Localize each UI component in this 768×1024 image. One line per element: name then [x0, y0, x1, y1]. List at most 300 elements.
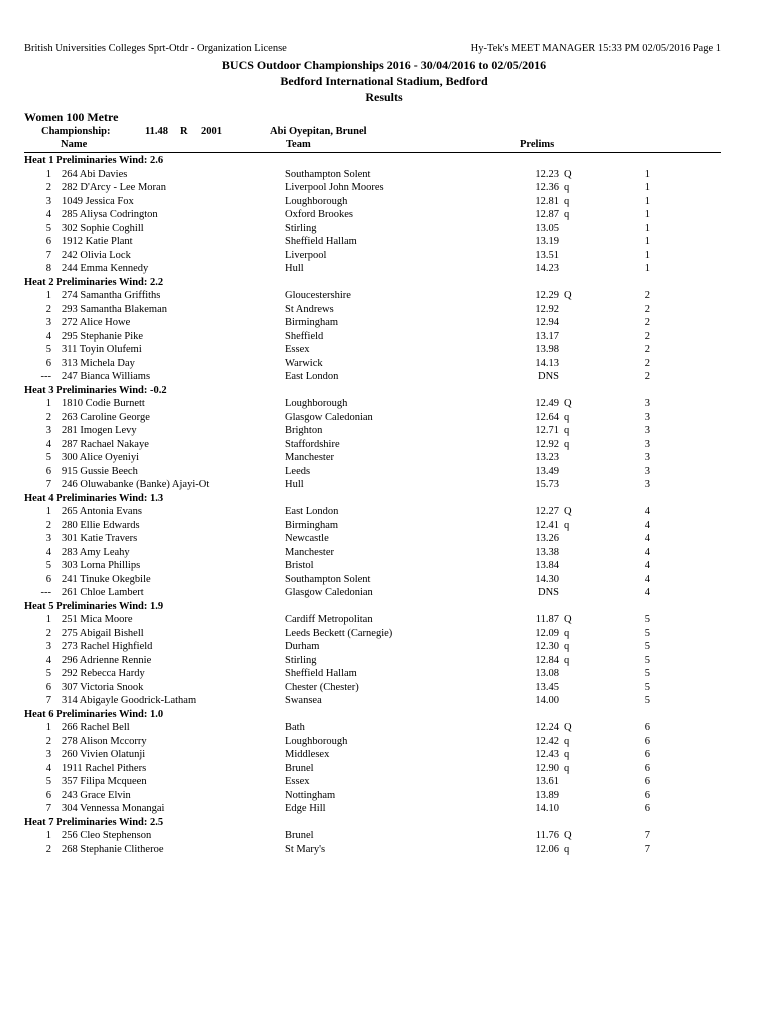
athlete-name: 915 Gussie Beech — [62, 465, 138, 477]
team-name: Swansea — [285, 695, 322, 706]
athlete-name: 301 Katie Travers — [62, 533, 138, 544]
qualifier-mark: q — [564, 438, 570, 450]
prelim-time: 12.43 — [535, 749, 559, 760]
heat-number: 2 — [644, 371, 650, 382]
prelim-time: 13.98 — [535, 344, 559, 355]
place: 4 — [45, 438, 51, 450]
prelim-time: 14.30 — [535, 573, 559, 585]
prelim-time: 12.81 — [535, 195, 559, 207]
result-row — [0, 249, 768, 263]
heat-number: 1 — [644, 195, 650, 207]
report-header-line — [24, 43, 721, 56]
place: 5 — [45, 344, 51, 355]
result-row — [0, 181, 768, 195]
heat-number: 3 — [644, 411, 650, 423]
result-row — [0, 289, 768, 303]
place: 7 — [45, 249, 51, 261]
team-name: Hull — [285, 263, 304, 274]
place: 2 — [45, 735, 51, 747]
heat-number: 5 — [644, 695, 650, 706]
place: 4 — [45, 209, 51, 220]
team-name: Edge Hill — [285, 803, 326, 814]
team-name: Brunel — [285, 830, 314, 841]
heat-number: 5 — [644, 681, 650, 693]
athlete-name: 273 Rachel Highfield — [62, 641, 153, 652]
prelim-time: 12.30 — [535, 641, 559, 652]
athlete-name: 280 Ellie Edwards — [62, 519, 140, 531]
heat-number: 1 — [644, 209, 650, 220]
athlete-name: 282 D'Arcy - Lee Moran — [62, 182, 166, 193]
heat-number: 3 — [644, 465, 650, 477]
athlete-name: 1912 Katie Plant — [62, 236, 133, 247]
result-row — [0, 762, 768, 776]
heat-number: 4 — [644, 546, 650, 558]
result-row — [0, 519, 768, 533]
prelim-time: 12.06 — [535, 843, 559, 855]
result-row — [0, 262, 768, 276]
prelim-time: 13.26 — [535, 533, 559, 544]
athlete-name: 285 Aliysa Codrington — [62, 209, 158, 220]
heat-title: Heat 1 Preliminaries Wind: 2.6 — [24, 155, 164, 166]
athlete-name: 278 Alison Mccorry — [62, 735, 147, 747]
heat-number: 3 — [644, 479, 650, 490]
heat-number: 2 — [644, 290, 650, 301]
athlete-name: 247 Bianca Williams — [62, 371, 151, 382]
heat-number: 2 — [644, 357, 650, 369]
athlete-name: 1810 Codie Burnett — [62, 398, 145, 409]
qualifier-mark: q — [564, 762, 570, 774]
qualifier-mark: Q — [564, 168, 572, 180]
place: 3 — [45, 195, 51, 207]
heat-number: 5 — [644, 654, 650, 666]
heat-number: 5 — [644, 627, 650, 639]
heat-title: Heat 3 Preliminaries Wind: -0.2 — [24, 384, 167, 396]
heat-number: 4 — [644, 533, 650, 544]
place: 4 — [45, 546, 51, 558]
place: 1 — [45, 506, 51, 517]
result-row — [0, 694, 768, 708]
result-row — [0, 168, 768, 182]
team-name: Newcastle — [285, 533, 329, 544]
place: 1 — [45, 614, 51, 625]
place: 2 — [45, 182, 51, 193]
heat-number: 5 — [644, 641, 650, 652]
place: 4 — [45, 330, 51, 342]
team-name: Birmingham — [285, 519, 339, 531]
place: 6 — [45, 465, 51, 477]
team-name: Chester (Chester) — [285, 681, 359, 693]
event-name: Women 100 Metre — [24, 110, 119, 124]
athlete-name: 296 Adrienne Rennie — [62, 654, 152, 666]
heat-number: 2 — [644, 303, 650, 315]
result-row — [0, 802, 768, 816]
place: 8 — [45, 263, 51, 274]
heat-number: 3 — [644, 425, 650, 436]
team-name: Glasgow Caledonian — [285, 411, 373, 423]
place: 1 — [45, 722, 51, 733]
team-name: Sheffield Hallam — [285, 668, 357, 679]
heat-heading — [0, 154, 768, 168]
team-name: Leeds Beckett (Carnegie) — [285, 627, 393, 639]
place: 3 — [45, 749, 51, 760]
heat-number: 6 — [644, 762, 650, 774]
prelim-time: 12.29 — [535, 290, 559, 301]
athlete-name: 263 Caroline George — [62, 411, 150, 423]
place: 2 — [45, 519, 51, 531]
team-name: Birmingham — [285, 317, 339, 328]
prelim-time: 12.41 — [535, 519, 559, 531]
team-name: Leeds — [285, 465, 311, 477]
prelim-time: 14.00 — [535, 695, 559, 706]
record-time: 11.48 — [145, 126, 169, 137]
athlete-name: 283 Amy Leahy — [62, 546, 130, 558]
qualifier-mark: Q — [564, 830, 572, 841]
result-row — [0, 721, 768, 735]
team-name: Southampton Solent — [285, 168, 371, 180]
place: 3 — [45, 425, 51, 436]
team-name: Sheffield Hallam — [285, 236, 357, 247]
prelim-time: 12.84 — [535, 654, 559, 666]
prelim-time: 13.45 — [535, 681, 559, 693]
qualifier-mark: q — [564, 654, 570, 666]
team-name: Manchester — [285, 546, 334, 558]
prelim-time: 13.49 — [535, 465, 559, 477]
prelim-time: 11.76 — [535, 830, 559, 841]
prelim-time: DNS — [537, 371, 559, 382]
qualifier-mark: Q — [564, 614, 572, 625]
athlete-name: 314 Abigayle Goodrick-Latham — [62, 695, 197, 706]
prelim-time: 12.92 — [535, 303, 559, 315]
result-row — [0, 451, 768, 465]
place: 6 — [45, 236, 51, 247]
athlete-name: 268 Stephanie Clitheroe — [62, 843, 164, 855]
result-row — [0, 465, 768, 479]
athlete-name: 1911 Rachel Pithers — [62, 762, 147, 774]
athlete-name: 302 Sophie Coghill — [62, 222, 144, 234]
result-row — [0, 303, 768, 317]
prelim-time: 12.64 — [535, 411, 559, 423]
place: 3 — [45, 317, 51, 328]
result-row — [0, 829, 768, 843]
prelim-time: 13.51 — [535, 249, 559, 261]
prelim-time: 12.42 — [535, 735, 559, 747]
place: 4 — [45, 654, 51, 666]
column-prelims: Prelims — [520, 139, 555, 150]
athlete-name: 244 Emma Kennedy — [62, 263, 149, 274]
section-title: Results — [365, 90, 403, 104]
result-row — [0, 316, 768, 330]
prelim-time: 12.94 — [535, 317, 559, 328]
prelim-time: 13.38 — [535, 546, 559, 558]
result-row — [0, 195, 768, 209]
result-row — [0, 627, 768, 641]
heat-heading — [0, 492, 768, 506]
record-holder: Abi Oyepitan, Brunel — [270, 126, 367, 137]
result-row — [0, 775, 768, 789]
heat-number: 6 — [644, 722, 650, 733]
heat-title: Heat 7 Preliminaries Wind: 2.5 — [24, 816, 164, 828]
athlete-name: 264 Abi Davies — [62, 168, 128, 180]
team-name: Manchester — [285, 452, 334, 463]
athlete-name: 261 Chloe Lambert — [62, 587, 144, 598]
prelim-time: 12.27 — [535, 506, 559, 517]
heat-heading — [0, 708, 768, 722]
team-name: Liverpool John Moores — [285, 182, 384, 193]
team-name: Glasgow Caledonian — [285, 587, 373, 598]
prelim-time: 12.36 — [535, 182, 559, 193]
heat-number: 5 — [644, 614, 650, 625]
athlete-name: 275 Abigail Bishell — [62, 627, 144, 639]
result-row — [0, 208, 768, 222]
heat-number: 6 — [644, 803, 650, 814]
place: 3 — [45, 641, 51, 652]
place: 2 — [45, 411, 51, 423]
place: 7 — [45, 803, 51, 814]
qualifier-mark: Q — [564, 506, 572, 517]
result-row — [0, 478, 768, 492]
place: 1 — [45, 168, 51, 180]
athlete-name: 266 Rachel Bell — [62, 722, 130, 733]
qualifier-mark: q — [564, 735, 570, 747]
team-name: East London — [285, 371, 339, 382]
heat-number: 1 — [644, 222, 650, 234]
header-divider — [24, 152, 721, 153]
heat-number: 6 — [644, 735, 650, 747]
meet-title: BUCS Outdoor Championships 2016 - 30/04/2016 to 02/05/2016 — [221, 58, 547, 72]
team-name: Brunel — [285, 762, 314, 774]
venue: Bedford International Stadium, Bedford — [280, 74, 488, 88]
team-name: Middlesex — [285, 749, 330, 760]
heat-number: 4 — [644, 587, 650, 598]
athlete-name: 313 Michela Day — [62, 357, 135, 369]
place: 2 — [45, 627, 51, 639]
athlete-name: 242 Olivia Lock — [62, 249, 131, 261]
championship-record — [0, 126, 768, 139]
heat-number: 7 — [644, 843, 650, 855]
place: 4 — [45, 762, 51, 774]
heat-number: 2 — [644, 344, 650, 355]
qualifier-mark: Q — [564, 722, 572, 733]
athlete-name: 260 Vivien Olatunji — [62, 749, 146, 760]
qualifier-mark: Q — [564, 398, 572, 409]
result-row — [0, 397, 768, 411]
heat-title: Heat 6 Preliminaries Wind: 1.0 — [24, 708, 164, 720]
prelim-time: 12.24 — [535, 722, 559, 733]
team-name: St Andrews — [285, 303, 334, 315]
result-row — [0, 370, 768, 384]
qualifier-mark: q — [564, 843, 570, 855]
heat-heading — [0, 384, 768, 398]
place: --- — [40, 587, 51, 598]
team-name: Hull — [285, 479, 304, 490]
heat-number: 6 — [644, 776, 650, 787]
heat-number: 3 — [644, 398, 650, 409]
place: 1 — [45, 398, 51, 409]
heat-number: 6 — [644, 789, 650, 801]
results-list — [0, 154, 768, 856]
athlete-name: 292 Rebecca Hardy — [62, 668, 145, 679]
athlete-name: 281 Imogen Levy — [62, 425, 137, 436]
team-name: Oxford Brookes — [285, 209, 353, 220]
result-row — [0, 640, 768, 654]
prelim-time: 15.73 — [535, 479, 559, 490]
team-name: St Mary's — [285, 843, 326, 855]
prelim-time: DNS — [537, 587, 559, 598]
athlete-name: 300 Alice Oyeniyi — [62, 452, 139, 463]
heat-number: 4 — [644, 573, 650, 585]
athlete-name: 293 Samantha Blakeman — [62, 303, 167, 315]
prelim-time: 12.09 — [535, 627, 559, 639]
qualifier-mark: q — [564, 749, 570, 760]
athlete-name: 265 Antonia Evans — [62, 506, 142, 517]
prelim-time: 12.71 — [535, 425, 559, 436]
result-row — [0, 424, 768, 438]
result-row — [0, 222, 768, 236]
place: 1 — [45, 290, 51, 301]
result-row — [0, 789, 768, 803]
heat-number: 2 — [644, 330, 650, 342]
qualifier-mark: q — [564, 195, 570, 207]
place: 7 — [45, 479, 51, 490]
heat-number: 5 — [644, 668, 650, 679]
result-row — [0, 735, 768, 749]
prelim-time: 13.23 — [535, 452, 559, 463]
prelim-time: 13.19 — [535, 236, 559, 247]
heat-number: 4 — [644, 560, 650, 571]
team-name: Sheffield — [285, 330, 324, 342]
place: 3 — [45, 533, 51, 544]
result-row — [0, 330, 768, 344]
prelim-time: 14.23 — [535, 263, 559, 274]
result-row — [0, 438, 768, 452]
team-name: Liverpool — [285, 249, 327, 261]
heat-number: 3 — [644, 452, 650, 463]
qualifier-mark: q — [564, 641, 570, 652]
place: --- — [40, 371, 51, 382]
column-name: Name — [61, 139, 88, 150]
place: 6 — [45, 573, 51, 585]
result-row — [0, 343, 768, 357]
team-name: Stirling — [285, 654, 317, 666]
place: 6 — [45, 681, 51, 693]
heat-heading — [0, 600, 768, 614]
heat-number: 6 — [644, 749, 650, 760]
heat-number: 4 — [644, 506, 650, 517]
heat-number: 1 — [644, 263, 650, 274]
place: 5 — [45, 776, 51, 787]
team-name: Bristol — [285, 560, 314, 571]
result-row — [0, 546, 768, 560]
qualifier-mark: q — [564, 411, 570, 423]
heat-title: Heat 2 Preliminaries Wind: 2.2 — [24, 276, 164, 288]
column-headers — [0, 139, 768, 152]
athlete-name: 287 Rachael Nakaye — [62, 438, 149, 450]
result-row — [0, 235, 768, 249]
result-row — [0, 586, 768, 600]
athlete-name: 295 Stephanie Pike — [62, 330, 144, 342]
athlete-name: 303 Lorna Phillips — [62, 560, 141, 571]
team-name: Cardiff Metropolitan — [285, 614, 373, 625]
heat-number: 1 — [644, 249, 650, 261]
result-row — [0, 654, 768, 668]
prelim-time: 13.89 — [535, 789, 559, 801]
team-name: Nottingham — [285, 789, 336, 801]
team-name: Staffordshire — [285, 438, 340, 450]
prelim-time: 12.49 — [535, 398, 559, 409]
prelim-time: 11.87 — [535, 614, 559, 625]
athlete-name: 304 Vennessa Monangai — [62, 803, 165, 814]
qualifier-mark: q — [564, 425, 570, 436]
place: 7 — [45, 695, 51, 706]
prelim-time: 12.23 — [535, 168, 559, 180]
heat-number: 7 — [644, 830, 650, 841]
heat-number: 4 — [644, 519, 650, 531]
athlete-name: 357 Filipa Mcqueen — [62, 776, 147, 787]
license-text: British Universities Colleges Sprt-Otdr - Organization License — [24, 43, 287, 54]
prelim-time: 13.05 — [535, 222, 559, 234]
result-row — [0, 357, 768, 371]
result-row — [0, 532, 768, 546]
athlete-name: 274 Samantha Griffiths — [62, 290, 161, 301]
prelim-time: 12.87 — [535, 209, 559, 220]
prelim-time: 14.10 — [535, 803, 559, 814]
place: 5 — [45, 560, 51, 571]
heat-number: 2 — [644, 317, 650, 328]
qualifier-mark: q — [564, 519, 570, 531]
prelim-time: 13.08 — [535, 668, 559, 679]
result-row — [0, 559, 768, 573]
place: 5 — [45, 222, 51, 234]
heat-title: Heat 4 Preliminaries Wind: 1.3 — [24, 492, 164, 504]
prelim-time: 13.84 — [535, 560, 559, 571]
result-row — [0, 667, 768, 681]
qualifier-mark: Q — [564, 290, 572, 301]
team-name: Bath — [285, 722, 305, 733]
prelim-time: 12.92 — [535, 438, 559, 450]
athlete-name: 246 Oluwabanke (Banke) Ajayi-Ot — [62, 479, 210, 490]
place: 6 — [45, 357, 51, 369]
result-row — [0, 573, 768, 587]
team-name: Essex — [285, 344, 310, 355]
prelim-time: 12.90 — [535, 762, 559, 774]
heat-heading — [0, 816, 768, 830]
heat-number: 1 — [644, 182, 650, 193]
qualifier-mark: q — [564, 209, 570, 220]
heat-heading — [0, 276, 768, 290]
place: 2 — [45, 843, 51, 855]
athlete-name: 1049 Jessica Fox — [62, 195, 134, 207]
team-name: Stirling — [285, 222, 317, 234]
result-row — [0, 843, 768, 857]
team-name: Gloucestershire — [285, 290, 351, 301]
result-row — [0, 505, 768, 519]
team-name: Warwick — [285, 357, 323, 369]
heat-number: 3 — [644, 438, 650, 450]
heat-number: 1 — [644, 236, 650, 247]
qualifier-mark: q — [564, 182, 570, 193]
qualifier-mark: q — [564, 627, 570, 639]
team-name: Durham — [285, 641, 320, 652]
prelim-time: 13.17 — [535, 330, 559, 342]
team-name: Brighton — [285, 425, 323, 436]
team-name: Essex — [285, 776, 310, 787]
athlete-name: 243 Grace Elvin — [62, 789, 131, 801]
record-code: R — [180, 126, 188, 137]
team-name: Loughborough — [285, 195, 348, 207]
athlete-name: 307 Victoria Snook — [62, 681, 144, 693]
place: 2 — [45, 303, 51, 315]
prelim-time: 13.61 — [535, 776, 559, 787]
